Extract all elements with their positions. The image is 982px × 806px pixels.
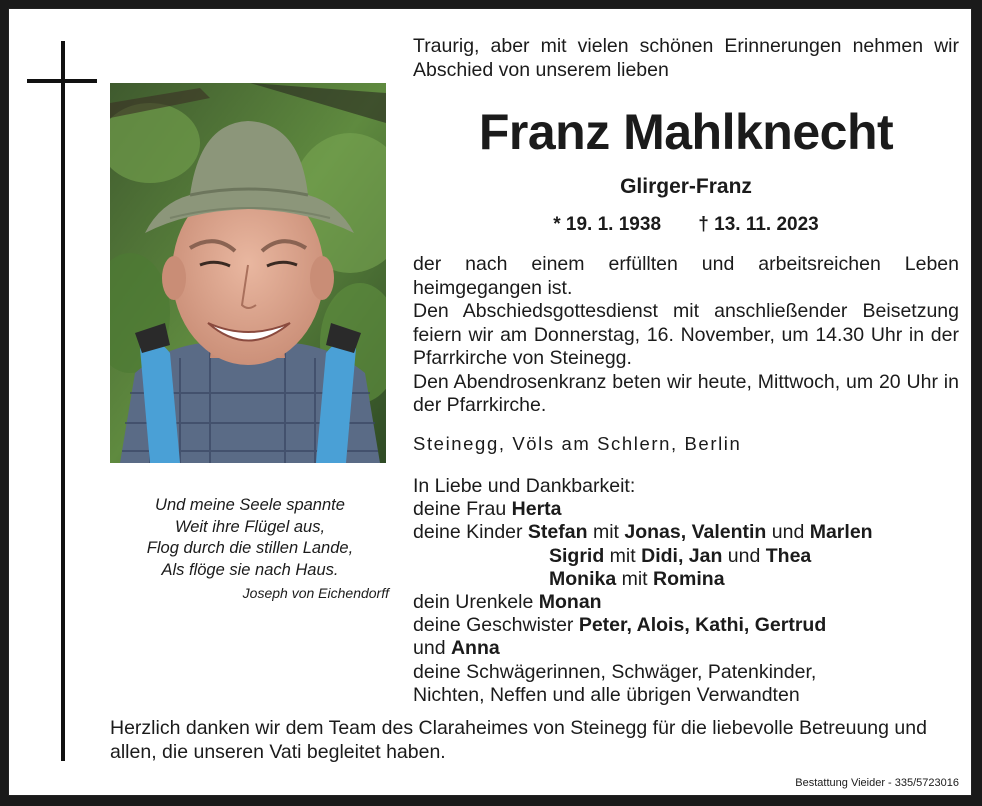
portrait-photo — [110, 83, 386, 463]
birth-date: * 19. 1. 1938 — [553, 214, 662, 235]
family-label: deine Geschwister — [413, 614, 579, 637]
family-connector: und — [766, 521, 810, 544]
family-row-siblings — [413, 614, 959, 637]
announcement-paragraph: der nach einem erfüllten und arbeitsreichen Leben heimgegangen ist. — [413, 253, 959, 299]
thanks-text: Herzlich danken wir dem Team des Claraheimes von Steinegg für die liebevolle Betreuung und allen, die unseren Vati begleitet haben. — [110, 717, 927, 763]
intro-text: Traurig, aber mit vielen schönen Erinnerungen nehmen wir Abschied von unserem lieben — [413, 35, 959, 81]
family-name: Didi, Jan — [641, 544, 723, 567]
family-name: Romina — [653, 567, 725, 590]
family-name: Monan — [538, 591, 602, 614]
family-connector: mit — [604, 544, 642, 567]
family-connector: mit — [587, 521, 625, 544]
family-name: Herta — [511, 498, 562, 521]
family-connector: mit — [616, 567, 654, 590]
poem — [109, 495, 391, 581]
family-list — [413, 475, 959, 707]
family-name: Monika — [549, 567, 617, 590]
death-date: † 13. 11. 2023 — [698, 214, 819, 235]
announcement-paragraph: Den Abendrosenkranz beten wir heute, Mittwoch, um 20 Uhr in der Pfarrkirche. — [413, 370, 959, 416]
family-row-others: Nichten, Neffen und alle übrigen Verwandten — [413, 683, 800, 706]
family-row-children — [413, 521, 959, 544]
family-name: Marlen — [809, 521, 873, 544]
cross-icon-vertical — [61, 41, 65, 761]
family-name: Sigrid — [549, 544, 605, 567]
life-dates — [413, 214, 959, 236]
family-name: Jonas, Valentin — [624, 521, 767, 544]
announcement-text — [413, 253, 959, 418]
poem-author: Joseph von Eichendorff — [242, 585, 389, 601]
family-connector: und — [413, 637, 451, 660]
family-row-wife — [413, 498, 959, 521]
family-label: deine Kinder — [413, 521, 528, 544]
place-line: Steinegg, Völs am Schlern, Berlin — [413, 433, 742, 454]
poem-line: Flog durch die stillen Lande, — [146, 539, 354, 557]
family-name: Thea — [765, 544, 812, 567]
poem-line: Als flöge sie nach Haus. — [161, 560, 339, 579]
nickname: Glirger-Franz — [620, 175, 752, 198]
family-row-child — [413, 568, 959, 591]
deceased-name: Franz Mahlknecht — [478, 104, 894, 160]
family-name: Stefan — [527, 521, 588, 544]
poem-line: Weit ihre Flügel aus, — [174, 517, 326, 536]
family-heading: In Liebe und Dankbarkeit: — [413, 475, 636, 497]
obituary-notice — [8, 8, 972, 796]
cross-icon-horizontal — [27, 79, 97, 83]
poem-line: Und meine Seele spannte — [155, 496, 345, 514]
family-row-others: deine Schwägerinnen, Schwäger, Patenkinder, — [413, 660, 817, 683]
funeral-home-credit: Bestattung Vieider - 335/5723016 — [795, 777, 959, 789]
family-row-child — [413, 545, 959, 568]
family-name: Anna — [450, 637, 500, 660]
family-label: deine Frau — [413, 498, 512, 521]
family-row-siblings-cont — [413, 637, 959, 660]
family-connector: und — [722, 544, 766, 567]
family-label: dein Urenkele — [413, 591, 539, 614]
announcement-paragraph: Den Abschiedsgottesdienst mit anschließender Beisetzung feiern wir am Donnerstag, 16. November, um 14.30 Uhr in der Pfarrkirche von Steinegg. — [413, 300, 959, 369]
family-name: Peter, Alois, Kathi, Gertrud — [578, 614, 827, 637]
family-row-greatgrandchild — [413, 591, 959, 614]
